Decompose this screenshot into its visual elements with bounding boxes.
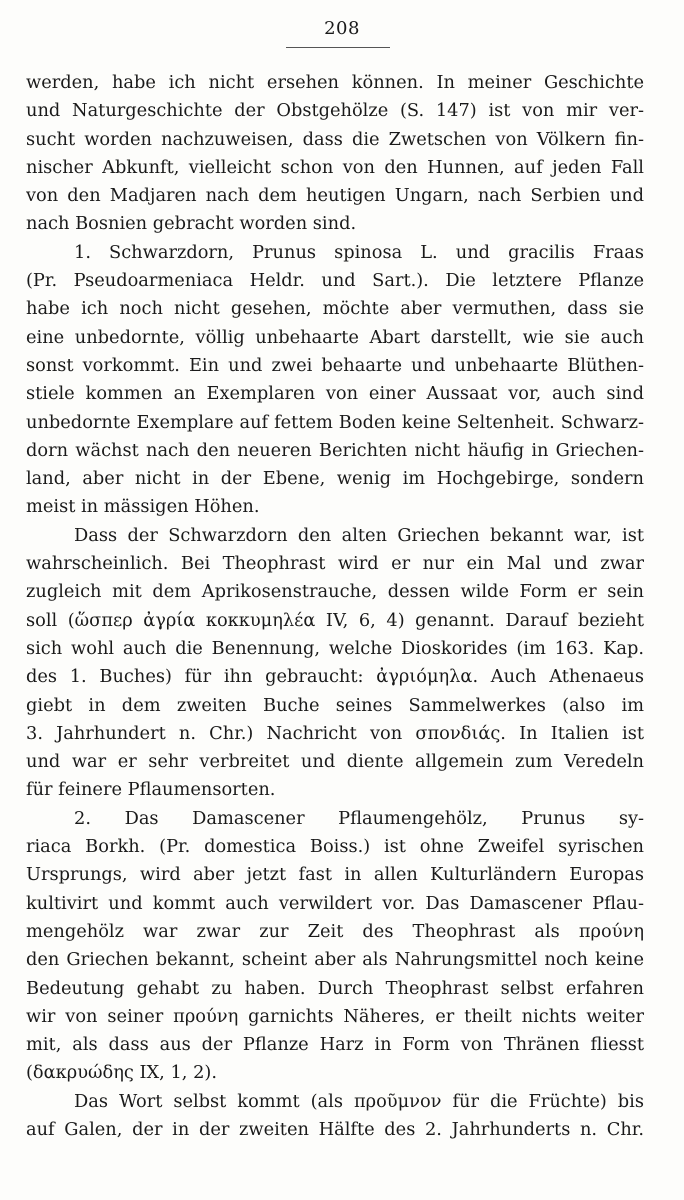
text-line: (δακρυώδης IX, 1, 2). (26, 1062, 218, 1084)
text-line: land, aber nicht in der Ebene, wenig im Hochgebirge, sondern (26, 468, 644, 490)
text-line: (Pr. Pseudoarmeniaca Heldr. und Sart.). Die letztere Pflanze (26, 270, 644, 292)
text-line: werden, habe ich nicht ersehen können. In meiner Geschichte (26, 72, 644, 93)
text-line: mit, als dass aus der Pflanze Harz in Form von Thränen fliesst (26, 1034, 644, 1056)
text-line: den Griechen bekannt, scheint aber als Nahrungsmittel noch keine (26, 949, 644, 971)
text-line: auf Galen, der in der zweiten Hälfte des 2. Jahrhunderts n. Chr. (26, 1118, 644, 1140)
text-line: sucht worden nachzuweisen, dass die Zwetschen von Völkern fin- (26, 128, 644, 150)
text-line: sonst vorkommt. Ein und zwei behaarte und unbehaarte Blüthen- (26, 354, 644, 376)
text-line: riaca Borkh. (Pr. domestica Boiss.) ist ohne Zweifel syrischen (26, 836, 644, 858)
text-line: nischer Abkunft, vielleicht schon von den Hunnen, auf jeden Fall (26, 156, 644, 178)
text-line: habe ich noch nicht gesehen, möchte aber vermuthen, dass sie (26, 298, 644, 320)
text-line: wir von seiner προύνη garnichts Näheres, er theilt nichts weiter (26, 1005, 644, 1027)
text-line: Dass der Schwarzdorn den alten Griechen bekannt war, ist (74, 524, 644, 546)
text-line: kultivirt und kommt auch verwildert vor. Das Damascener Pflau- (26, 892, 644, 914)
header-rule (286, 47, 390, 48)
text-line: soll (ὥσπερ ἀγρία κοκκυμηλέα IV, 6, 4) genannt. Darauf bezieht (26, 609, 644, 631)
text-line: Bedeutung gehabt zu haben. Durch Theophrast selbst erfahren (26, 977, 644, 999)
text-line: und war er sehr verbreitet und diente allgemein zum Veredeln (26, 751, 644, 773)
text-line: und Naturgeschichte der Obstgehölze (S. 147) ist von mir ver- (26, 100, 644, 122)
text-line: giebt in dem zweiten Buche seines Sammelwerkes (also im (26, 694, 644, 716)
text-line: mengehölz war zwar zur Zeit des Theophrast als προύνη (26, 920, 644, 942)
text-line: Ursprungs, wird aber jetzt fast in allen Kulturländern Europas (26, 864, 644, 886)
text-line: unbedornte Exemplare auf fettem Boden keine Seltenheit. Schwarz- (26, 411, 644, 433)
text-line: zugleich mit dem Aprikosenstrauche, dessen wilde Form er sein (26, 581, 644, 603)
text-line: von den Madjaren nach dem heutigen Ungarn, nach Serbien und (26, 185, 644, 207)
text-line: sich wohl auch die Benennung, welche Dioskorides (im 163. Kap. (26, 637, 644, 659)
text-line: 2. Das Damascener Pflaumengehölz, Prunus sy- (74, 807, 644, 829)
page-number: 208 (324, 18, 360, 39)
text-line: stiele kommen an Exemplaren von einer Aussaat vor, auch sind (26, 383, 644, 405)
text-line: 1. Schwarzdorn, Prunus spinosa L. und gracilis Fraas (74, 241, 644, 263)
text-line: für feinere Pflaumensorten. (26, 779, 276, 801)
text-line: nach Bosnien gebracht worden sind. (26, 213, 357, 235)
text-line: wahrscheinlich. Bei Theophrast wird er nur ein Mal und zwar (26, 553, 644, 575)
text-line: dorn wächst nach den neueren Berichten nicht häufig in Griechen- (26, 439, 644, 461)
body-text (26, 69, 644, 1144)
text-line: eine unbedornte, völlig unbehaarte Abart darstellt, wie sie auch (26, 326, 644, 348)
text-line: meist in mässigen Höhen. (26, 496, 260, 518)
text-line: des 1. Buches) für ihn gebraucht: ἀγριόμηλα. Auch Athenaeus (26, 666, 644, 688)
text-line: Das Wort selbst kommt (als προῦμνον für die Früchte) bis (74, 1090, 644, 1112)
text-line: 3. Jahrhundert n. Chr.) Nachricht von σπονδιάς. In Italien ist (26, 722, 644, 744)
